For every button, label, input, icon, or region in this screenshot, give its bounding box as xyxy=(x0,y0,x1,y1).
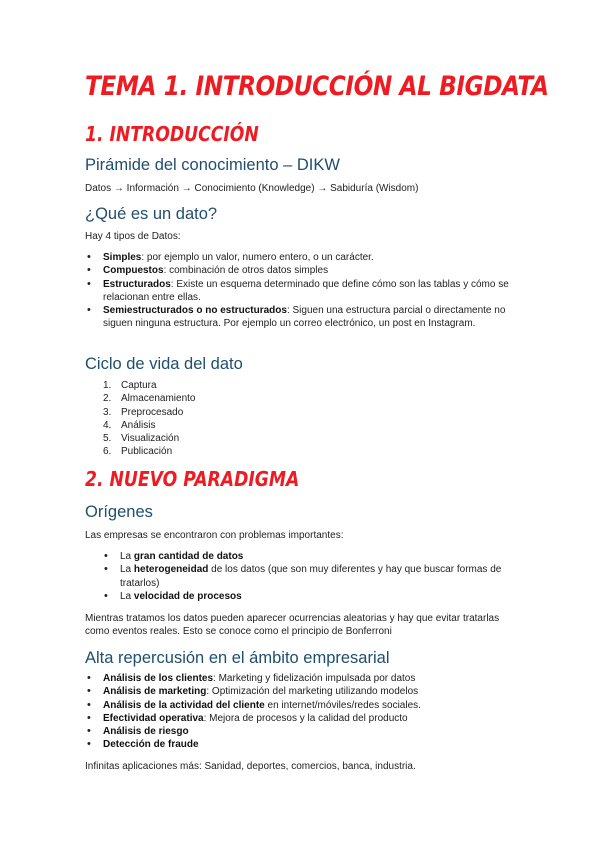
list-item xyxy=(103,406,195,419)
item-bold: Semiestructurados o no estructurados xyxy=(103,305,287,317)
item-prefix: La xyxy=(120,590,134,602)
item-number: 3. xyxy=(103,406,112,418)
list-item xyxy=(85,264,515,277)
item-text: : por ejemplo un valor, numero entero, o un carácter. xyxy=(141,252,374,263)
item-bold: Efectividad operativa xyxy=(103,712,204,724)
item-label: Captura xyxy=(121,380,157,391)
list-item xyxy=(103,445,195,458)
origenes-intro: Las empresas se encontraron con problemas importantes: xyxy=(85,530,344,541)
item-label: Publicación xyxy=(121,446,173,458)
item-bold: velocidad de procesos xyxy=(133,590,242,602)
item-bold: heterogeneidad xyxy=(133,564,209,576)
item-bold: Detección de fraude xyxy=(103,739,199,751)
list-item xyxy=(85,712,525,725)
section-heading-nuevo-paradigma: 2. NUEVO PARADIGMA xyxy=(85,467,300,491)
item-bold: Compuestos xyxy=(103,265,164,277)
item-label: Análisis xyxy=(121,419,156,431)
list-item xyxy=(85,278,515,305)
repercusion-list xyxy=(85,672,525,752)
item-prefix: La xyxy=(120,564,134,576)
list-item xyxy=(102,590,522,603)
item-bold: Análisis de marketing xyxy=(103,686,207,698)
item-text: : Optimización del marketing utilizando modelos xyxy=(206,686,419,698)
item-text: : combinación de otros datos simples xyxy=(163,265,329,277)
list-item xyxy=(85,304,515,331)
item-bold: Estructurados xyxy=(103,278,171,290)
list-item xyxy=(102,563,522,590)
list-item xyxy=(85,699,525,712)
item-label: Almacenamiento xyxy=(121,393,196,405)
item-bold: Análisis de la actividad del cliente xyxy=(103,699,265,711)
dato-intro: Hay 4 tipos de Datos: xyxy=(85,231,181,242)
tipos-datos-list xyxy=(85,251,515,331)
item-number: 2. xyxy=(103,393,112,405)
aplicaciones-text: Infinitas aplicaciones más: Sanidad, deportes, comercios, banca, industria. xyxy=(85,761,416,772)
origenes-list xyxy=(102,550,522,603)
subheading-que-es-dato: ¿Qué es un dato? xyxy=(85,205,218,223)
list-item xyxy=(103,392,195,405)
dikw-text: Datos → Información → Conocimiento (Knowledge) → Sabiduría (Wisdom) xyxy=(85,183,419,194)
item-bold: Análisis de los clientes xyxy=(103,673,214,684)
item-label: Preprocesado xyxy=(121,406,184,418)
subheading-ciclo-vida: Ciclo de vida del dato xyxy=(85,355,243,373)
bonferroni-text: Mientras tratamos los datos pueden aparecer ocurrencias aleatorias y hay que evitar tratarlas como eventos reales. Esto se conoce como el principio de Bonferroni xyxy=(85,613,500,638)
item-text: en internet/móviles/redes sociales. xyxy=(264,699,421,711)
list-item xyxy=(85,738,525,751)
list-item xyxy=(85,685,525,698)
item-bold: Simples xyxy=(103,252,142,263)
list-item xyxy=(85,725,525,738)
subheading-repercusion: Alta repercusión en el ámbito empresarial xyxy=(85,649,390,667)
item-label: Visualización xyxy=(121,433,180,445)
list-item xyxy=(85,251,515,264)
item-text: : Marketing y fidelización impulsada por datos xyxy=(213,673,416,684)
item-bold: Análisis de riesgo xyxy=(103,726,189,738)
item-bold: gran cantidad de datos xyxy=(133,551,244,562)
subheading-origenes: Orígenes xyxy=(85,503,153,521)
item-number: 5. xyxy=(103,433,112,445)
list-item xyxy=(85,672,525,685)
ciclo-vida-list xyxy=(103,379,195,459)
list-item xyxy=(102,550,522,563)
subheading-dikw: Pirámide del conocimiento – DIKW xyxy=(85,156,340,174)
item-text: : Mejora de procesos y la calidad del producto xyxy=(203,712,408,724)
item-number: 6. xyxy=(103,446,112,458)
list-item xyxy=(103,432,195,445)
item-number: 4. xyxy=(103,419,112,431)
item-text: : Existe un esquema determinado que define cómo son las tablas y cómo se relacionan entre ellas. xyxy=(103,278,509,303)
item-prefix: La xyxy=(120,551,134,562)
item-number: 1. xyxy=(103,380,112,391)
document-title: TEMA 1. INTRODUCCIÓN AL BIGDATA xyxy=(85,71,549,102)
list-item xyxy=(103,419,195,432)
list-item xyxy=(103,379,195,392)
section-heading-introduccion: 1. INTRODUCCIÓN xyxy=(85,122,259,146)
item-text: : Siguen una estructura parcial o directamente no siguen ninguna estructura. Por ejemplo un correo electrónico, un post en Instagram. xyxy=(103,305,506,330)
item-text: de los datos (que son muy diferentes y hay que buscar formas de tratarlos) xyxy=(120,564,502,589)
